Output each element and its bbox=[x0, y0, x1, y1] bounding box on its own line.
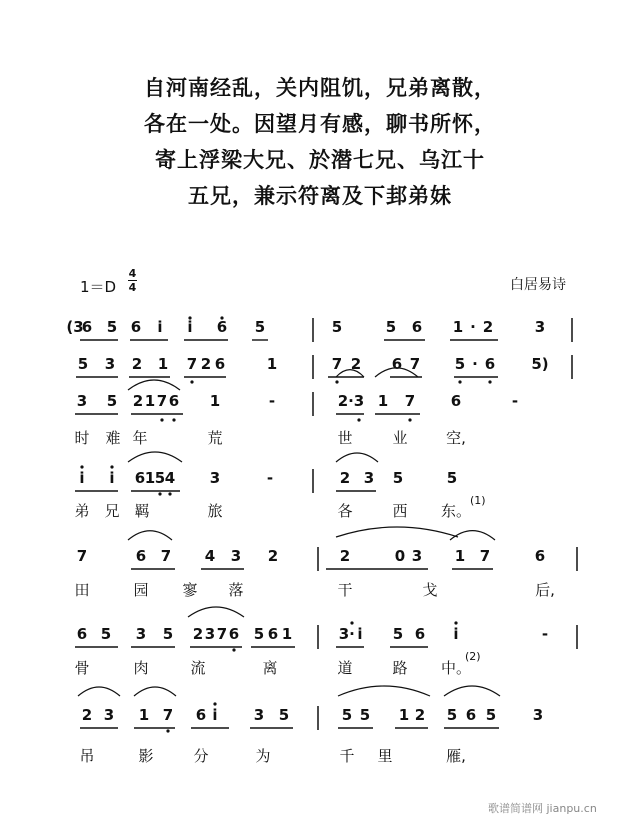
note: 2 bbox=[414, 706, 426, 724]
note: · bbox=[470, 318, 476, 336]
note: i bbox=[187, 318, 193, 336]
note: 5 bbox=[385, 318, 397, 336]
slur bbox=[128, 452, 182, 462]
octave-dot bbox=[335, 380, 338, 383]
octave-dot bbox=[458, 380, 461, 383]
note: 7 bbox=[162, 706, 174, 724]
note: 7 bbox=[479, 547, 491, 565]
note: 5 bbox=[253, 625, 265, 643]
note: 1 bbox=[454, 547, 466, 565]
note: 7 bbox=[186, 355, 198, 373]
slur bbox=[78, 687, 120, 696]
note: 5 bbox=[341, 706, 353, 724]
note: 6 bbox=[134, 469, 146, 487]
note: 2 bbox=[132, 392, 144, 410]
note: 5 bbox=[392, 625, 404, 643]
title-line-1: 自河南经乱，关内阻饥，兄弟离散， bbox=[144, 76, 496, 100]
note: 4 bbox=[164, 469, 176, 487]
footnote-marker: (1) bbox=[470, 494, 486, 507]
note: 3 bbox=[103, 706, 115, 724]
slur bbox=[134, 687, 176, 696]
note: 1 bbox=[138, 706, 150, 724]
time-top: 4 bbox=[128, 267, 137, 280]
note: 7 bbox=[160, 547, 172, 565]
note: 3 bbox=[135, 625, 147, 643]
note: 5 bbox=[446, 706, 458, 724]
lyric: 落 bbox=[228, 581, 244, 599]
lyric: 中。 bbox=[440, 659, 472, 677]
lyric: 田 bbox=[74, 581, 90, 599]
lyric: 难 bbox=[105, 429, 121, 447]
note: 6 bbox=[76, 625, 88, 643]
lyric: 道 bbox=[337, 659, 353, 677]
lyric: 干 bbox=[337, 581, 353, 599]
lyric: 旅 bbox=[207, 502, 223, 520]
note: 3 bbox=[253, 706, 265, 724]
note: 6 bbox=[391, 355, 403, 373]
note: 5 bbox=[392, 469, 404, 487]
note: 6 bbox=[484, 355, 496, 373]
lyric: 分 bbox=[193, 747, 209, 765]
note: - bbox=[511, 392, 519, 410]
note: 5 bbox=[100, 625, 112, 643]
lyric: 路 bbox=[392, 659, 408, 677]
note: 5 bbox=[154, 469, 166, 487]
note: 6 bbox=[411, 318, 423, 336]
note: 2 bbox=[339, 547, 351, 565]
note: 6 bbox=[195, 706, 207, 724]
note: 2 bbox=[482, 318, 494, 336]
key-signature: 1＝D bbox=[80, 278, 117, 296]
note: i bbox=[109, 469, 115, 487]
note: 1 bbox=[452, 318, 464, 336]
note: 3 bbox=[534, 318, 546, 336]
slur bbox=[444, 686, 500, 696]
note: 6 bbox=[414, 625, 426, 643]
octave-dot bbox=[158, 492, 161, 495]
note: 2 bbox=[200, 355, 212, 373]
lyric: 园 bbox=[133, 581, 149, 599]
lyric: 兄 bbox=[104, 502, 120, 520]
note: i bbox=[212, 706, 218, 724]
note: 0 bbox=[394, 547, 406, 565]
note: · bbox=[349, 625, 355, 643]
lyric: 西 bbox=[392, 502, 408, 520]
note: i bbox=[357, 625, 363, 643]
note: 6 bbox=[168, 392, 180, 410]
note: 6 bbox=[81, 318, 93, 336]
note: 5 bbox=[254, 318, 266, 336]
slur bbox=[336, 453, 378, 462]
lyric: 时 bbox=[74, 429, 90, 447]
note: 3 bbox=[104, 355, 116, 373]
octave-dot bbox=[232, 648, 235, 651]
note: 6 bbox=[130, 318, 142, 336]
note: 3 bbox=[230, 547, 242, 565]
note: 7 bbox=[404, 392, 416, 410]
octave-dot bbox=[172, 418, 175, 421]
octave-dot bbox=[166, 729, 169, 732]
note: 6 bbox=[450, 392, 462, 410]
lyric: 羁 bbox=[134, 502, 150, 520]
note: - bbox=[541, 625, 549, 643]
lyric: 年 bbox=[132, 429, 148, 447]
note: 6 bbox=[214, 355, 226, 373]
note: 3 bbox=[209, 469, 221, 487]
note: 2 bbox=[81, 706, 93, 724]
note: 6 bbox=[228, 625, 240, 643]
octave-dot bbox=[488, 380, 491, 383]
note: 2 bbox=[337, 392, 349, 410]
note: 3 bbox=[76, 392, 88, 410]
octave-dot bbox=[160, 418, 163, 421]
note: 5) bbox=[531, 355, 549, 373]
note: 1 bbox=[144, 469, 156, 487]
lyric: 为 bbox=[255, 747, 271, 765]
note: 6 bbox=[135, 547, 147, 565]
note: 1 bbox=[209, 392, 221, 410]
note: 1 bbox=[281, 625, 293, 643]
note: · bbox=[348, 392, 354, 410]
lyric: 骨 bbox=[74, 659, 90, 677]
note: 7 bbox=[216, 625, 228, 643]
author: 白居易诗 bbox=[510, 277, 566, 293]
octave-dot bbox=[190, 380, 193, 383]
note: 6 bbox=[534, 547, 546, 565]
title-line-2: 各在一处。因望月有感，聊书所怀， bbox=[144, 112, 496, 136]
time-bottom: 4 bbox=[128, 281, 137, 294]
note: 5 bbox=[106, 318, 118, 336]
note: - bbox=[266, 469, 274, 487]
slur bbox=[338, 686, 430, 696]
slur bbox=[128, 531, 172, 540]
note: 3 bbox=[411, 547, 423, 565]
lyric: 空, bbox=[446, 429, 466, 447]
lyric: 雁, bbox=[446, 747, 466, 765]
note: (3 bbox=[66, 318, 84, 336]
octave-dot bbox=[168, 492, 171, 495]
note: 1 bbox=[398, 706, 410, 724]
note: 6 bbox=[216, 318, 228, 336]
slur bbox=[188, 607, 244, 617]
lyric: 里 bbox=[377, 747, 393, 765]
octave-dot bbox=[357, 418, 360, 421]
note: - bbox=[268, 392, 276, 410]
note: 7 bbox=[409, 355, 421, 373]
note: 7 bbox=[76, 547, 88, 565]
note: 2 bbox=[267, 547, 279, 565]
note: 7 bbox=[331, 355, 343, 373]
note: 5 bbox=[485, 706, 497, 724]
title-line-3: 寄上浮梁大兄、於潜七兄、乌江十 bbox=[155, 148, 485, 172]
note: 2 bbox=[350, 355, 362, 373]
slur bbox=[450, 531, 495, 540]
note: 5 bbox=[331, 318, 343, 336]
lyric: 千 bbox=[339, 747, 355, 765]
note: 1 bbox=[377, 392, 389, 410]
note: 1 bbox=[157, 355, 169, 373]
slur bbox=[128, 380, 180, 390]
note: 2 bbox=[192, 625, 204, 643]
note: 7 bbox=[156, 392, 168, 410]
title-line-4: 五兄，兼示符离及下邽弟妹 bbox=[188, 184, 452, 208]
note: 3 bbox=[204, 625, 216, 643]
footnote-marker: (2) bbox=[465, 650, 481, 663]
note: i bbox=[157, 318, 163, 336]
lyric: 戈 bbox=[422, 581, 438, 599]
lyric: 影 bbox=[138, 747, 154, 765]
note: 5 bbox=[162, 625, 174, 643]
note: 1 bbox=[266, 355, 278, 373]
note: 5 bbox=[454, 355, 466, 373]
note: 5 bbox=[106, 392, 118, 410]
note: 1 bbox=[144, 392, 156, 410]
note: i bbox=[79, 469, 85, 487]
note: · bbox=[472, 355, 478, 373]
lyric: 流 bbox=[190, 659, 206, 677]
lyric: 肉 bbox=[133, 659, 149, 677]
lyric: 业 bbox=[392, 429, 408, 447]
note: 5 bbox=[446, 469, 458, 487]
note: 4 bbox=[204, 547, 216, 565]
note: 3 bbox=[363, 469, 375, 487]
lyric: 离 bbox=[262, 659, 278, 677]
lyric: 世 bbox=[337, 429, 353, 447]
watermark: 歌谱简谱网 jianpu.cn bbox=[488, 802, 597, 815]
note: 5 bbox=[278, 706, 290, 724]
note: 5 bbox=[77, 355, 89, 373]
lyric: 弟 bbox=[74, 502, 90, 520]
note: i bbox=[453, 625, 459, 643]
lyric: 寥 bbox=[182, 581, 198, 599]
note: 6 bbox=[267, 625, 279, 643]
lyric: 各 bbox=[337, 502, 353, 520]
note: 3 bbox=[338, 625, 350, 643]
octave-dot bbox=[408, 418, 411, 421]
note: 5 bbox=[359, 706, 371, 724]
note: 6 bbox=[465, 706, 477, 724]
note: 3 bbox=[353, 392, 365, 410]
lyric: 东。 bbox=[440, 502, 472, 520]
lyric: 荒 bbox=[207, 429, 223, 447]
note: 3 bbox=[532, 706, 544, 724]
note: 2 bbox=[131, 355, 143, 373]
slur bbox=[336, 527, 458, 537]
lyric: 后, bbox=[535, 581, 555, 599]
note: 2 bbox=[339, 469, 351, 487]
lyric: 吊 bbox=[79, 747, 95, 765]
